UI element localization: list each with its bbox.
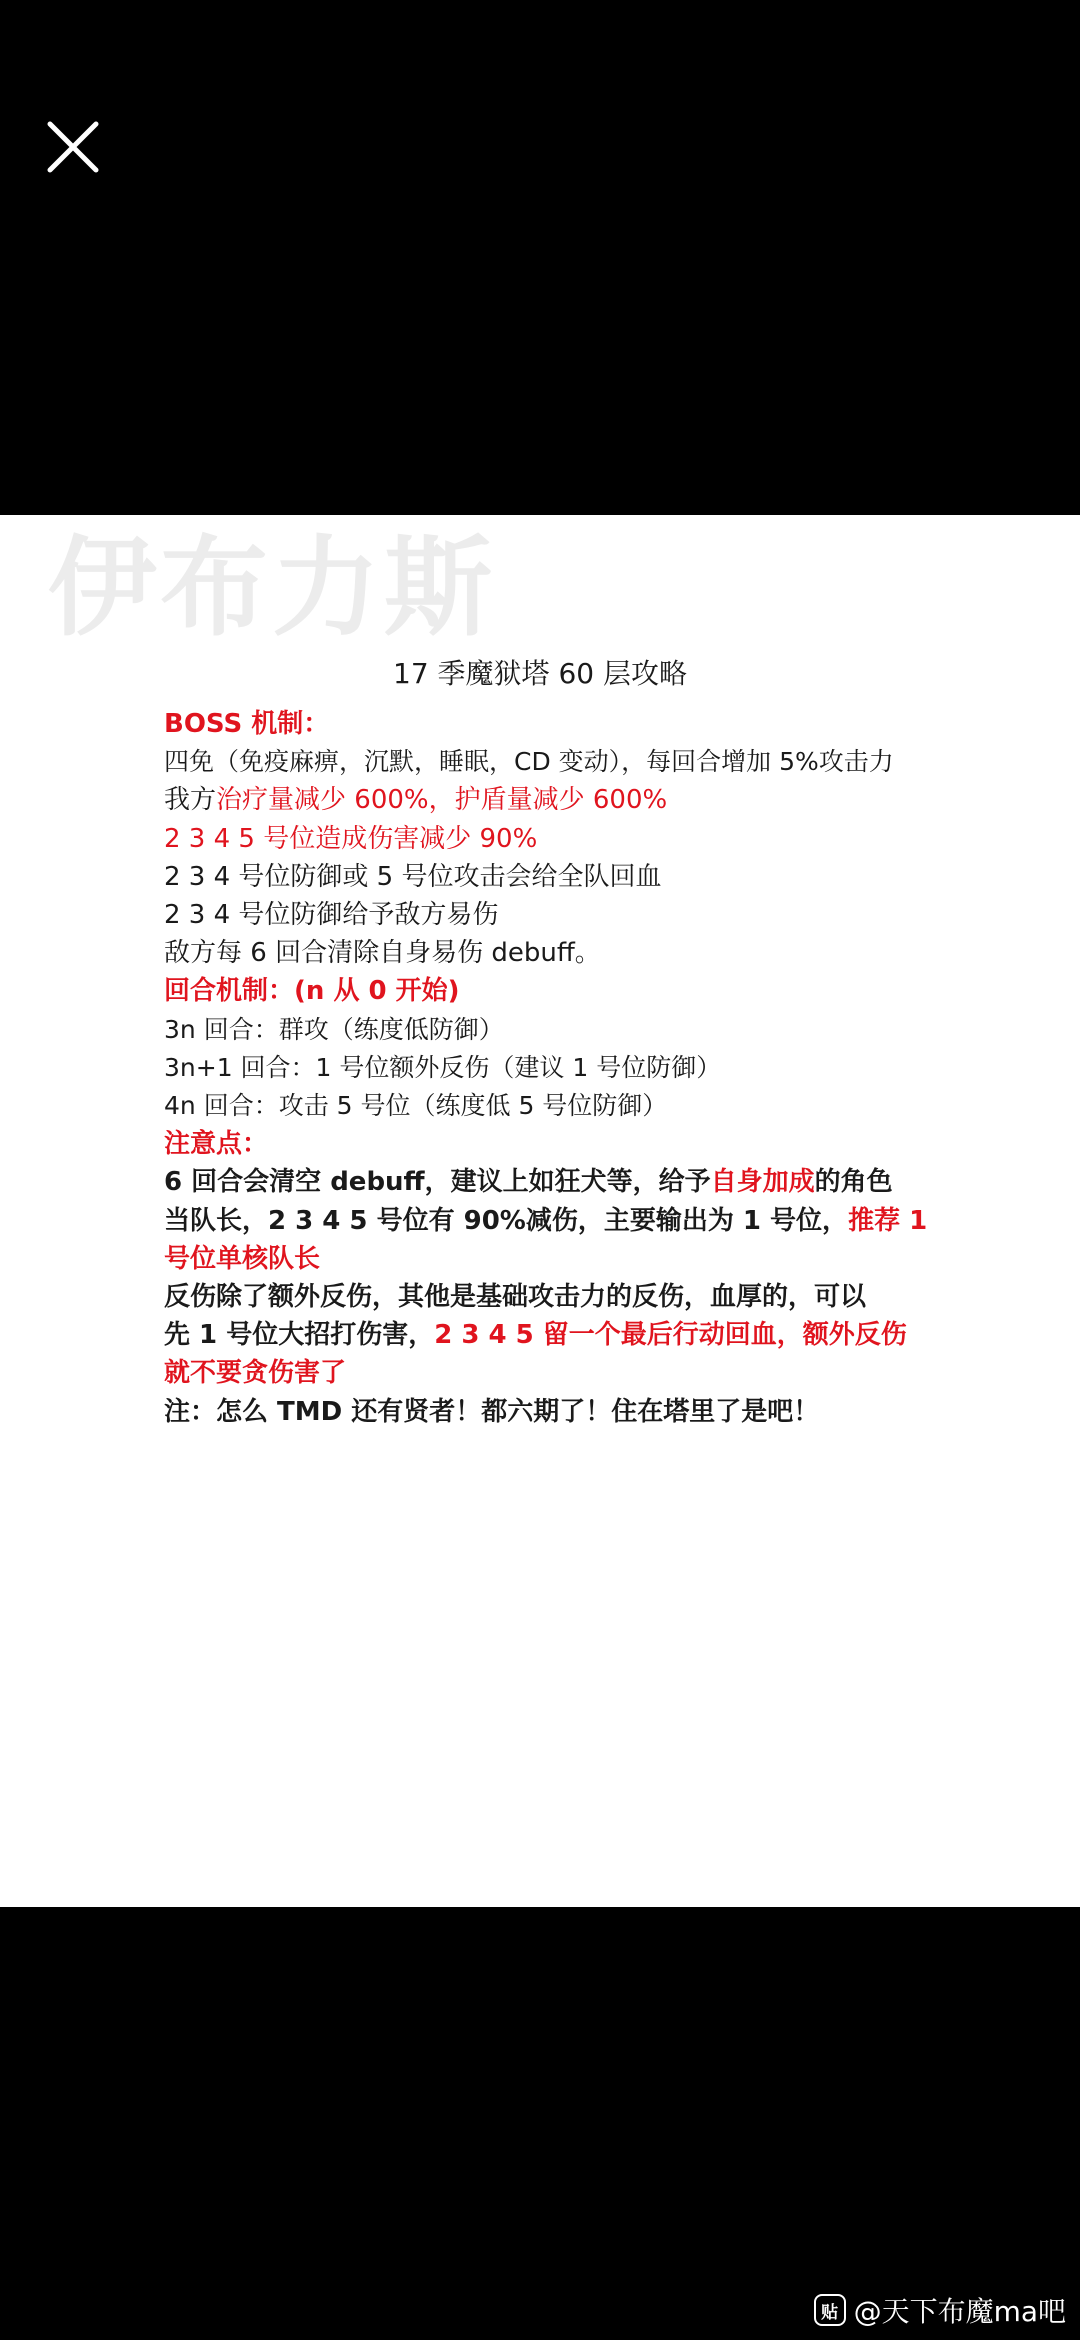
close-button[interactable] [38,112,108,182]
guide-line-segment: 我方 [164,785,217,815]
guide-line-segment: 2 3 4 号位防御给予敌方易伤 [164,900,499,930]
watermark-text: 伊布力斯 [48,526,497,651]
guide-line [164,898,498,932]
guide-line-segment: 注：怎么 TMD 还有贤者！都六期了！住在塔里了是吧！ [164,1397,820,1427]
guide-line-segment: 号位单核队长 [164,1244,321,1274]
guide-line-segment: 自身加成 [710,1167,815,1197]
guide-line-segment: 4n 回合：攻击 5 号位（练度低 5 号位防御） [164,1091,668,1120]
guide-line [164,1204,927,1238]
guide-line-segment: 反伤除了额外反伤，其他是基础攻击力的反伤，血厚的，可以 [164,1282,867,1312]
guide-line [164,860,662,894]
guide-line [164,1280,866,1314]
guide-line [164,783,667,817]
guide-line-segment: 推荐 1 [848,1206,928,1236]
guide-line-segment: 3n 回合：群攻（练度低防御） [164,1015,504,1044]
guide-line [164,974,460,1008]
guide-line-segment: 2 3 4 5 号位造成伤害减少 90% [164,824,538,854]
guide-line-segment: 3n+1 回合：1 号位额外反伤（建议 1 号位防御） [164,1053,722,1082]
guide-line [164,1089,667,1123]
guide-line [164,1013,504,1047]
guide-line [164,936,601,970]
guide-line [164,1165,893,1199]
guide-line [164,822,537,856]
guide-line [164,745,894,779]
guide-line-segment: 2 3 4 5 留一个最后行动回血，额外反伤 [434,1320,907,1350]
guide-line-segment: BOSS 机制： [164,709,330,739]
guide-line-segment: 就不要贪伤害了 [164,1358,347,1388]
guide-line [164,1356,346,1390]
guide-line-segment: 的角色 [814,1167,893,1197]
guide-line-segment: 治疗量减少 600%，护盾量减少 600% [216,785,668,815]
guide-line-segment: 当队长，2 3 4 5 号位有 90%减伤，主要输出为 1 号位， [164,1206,849,1236]
guide-line [164,707,329,741]
close-icon [38,112,108,182]
source-tag-label: @天下布魔ma吧 [853,2295,1066,2328]
guide-line [164,1242,320,1276]
post-image[interactable] [0,515,1080,1907]
guide-line-segment: 注意点： [164,1129,269,1159]
guide-line-segment: 6 回合会清空 debuff，建议上如狂犬等，给予 [164,1167,711,1197]
source-tag [814,2290,1066,2330]
guide-line-segment: 四免（免疫麻痹，沉默，睡眠，CD 变动），每回合增加 5%攻击力 [164,747,894,776]
guide-line [164,1395,819,1429]
guide-line-segment: 回合机制：(n 从 0 开始) [164,976,460,1006]
guide-line-segment: 敌方每 6 回合清除自身易伤 debuff。 [164,938,601,968]
guide-line [164,1051,721,1085]
guide-line [164,1318,907,1352]
guide-line [164,1127,268,1161]
tieba-logo-icon: 贴 [814,2294,846,2326]
guide-line-segment: 2 3 4 号位防御或 5 号位攻击会给全队回血 [164,862,662,892]
guide-line-segment: 先 1 号位大招打伤害， [164,1320,435,1350]
guide-title: 17 季魔狱塔 60 层攻略 [393,657,687,690]
